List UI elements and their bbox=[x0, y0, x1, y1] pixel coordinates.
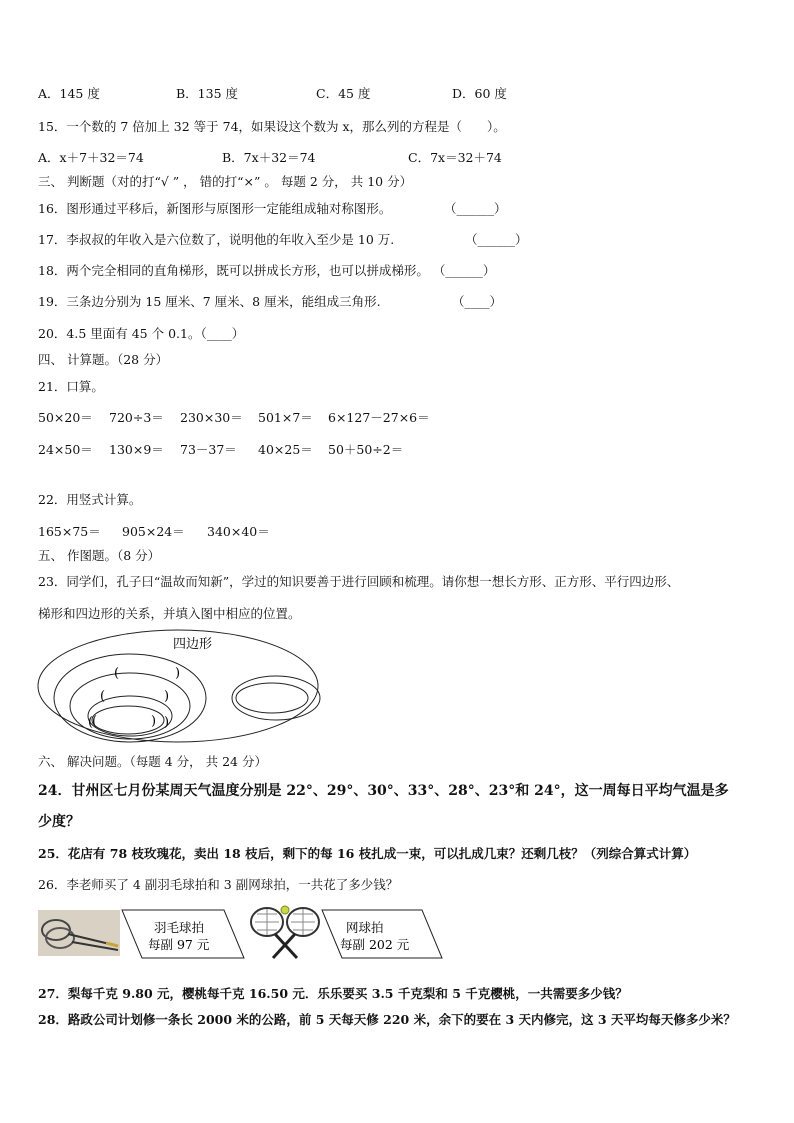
q14-option-d: D．60 度 bbox=[452, 86, 507, 101]
judge-answer-16[interactable]: （______） bbox=[444, 201, 507, 216]
q24-line-1: 24．甘州区七月份某周天气温度分别是 22°、29°、30°、33°、28°、23°和 24°，这一周每日平均气温是多 bbox=[38, 783, 729, 799]
parallelogram-ellipse bbox=[54, 654, 206, 742]
oral-1-2: 720÷3＝ bbox=[109, 410, 164, 425]
judge-answer-18[interactable]: （______） bbox=[432, 263, 496, 278]
judge-item-17 bbox=[38, 230, 394, 248]
judge-text: 20．4.5 里面有 45 个 0.1。 bbox=[38, 326, 201, 341]
tennis-price: 每副 202 元 bbox=[340, 937, 410, 952]
section-6-heading: 六、 解决问题。（每题 4 分， 共 24 分） bbox=[38, 754, 267, 769]
judge-text: 18．两个完全相同的直角梯形，既可以拼成长方形，也可以拼成梯形。 bbox=[38, 263, 429, 278]
quadrilateral-diagram bbox=[36, 628, 328, 746]
vertical-2: 905×24＝ bbox=[122, 524, 185, 539]
q22-title: 22．用竖式计算。 bbox=[38, 492, 142, 507]
oral-2-3: 73－37＝ bbox=[180, 442, 237, 457]
q15-option-a: A．x＋7＋32＝74 bbox=[38, 150, 144, 165]
paren-open-4: ( bbox=[88, 715, 94, 730]
judge-answer-19[interactable]: （____） bbox=[452, 294, 503, 309]
paren-open-3: ( bbox=[92, 714, 98, 729]
q15-option-b: B．7x＋32＝74 bbox=[222, 150, 316, 165]
paren-close-3: ) bbox=[151, 714, 157, 729]
judge-item-20 bbox=[38, 324, 244, 342]
q28: 28．路政公司计划修一条长 2000 米的公路，前 5 天每天修 220 米，余下的要在 3 天内修完，这 3 天平均每天修多少米？ bbox=[38, 1012, 736, 1027]
judge-answer-17[interactable]: （______） bbox=[465, 232, 528, 247]
section-4-heading: 四、 计算题。（28 分） bbox=[38, 352, 169, 367]
vertical-3: 340×40＝ bbox=[207, 524, 270, 539]
q14-option-b: B．135 度 bbox=[176, 86, 239, 101]
oral-1-1: 50×20＝ bbox=[38, 410, 93, 425]
q15-stem: 15．一个数的 7 倍加上 32 等于 74，如果设这个数为 x，那么列的方程是（ ）。 bbox=[38, 119, 506, 134]
oral-1-4: 501×7＝ bbox=[258, 410, 313, 425]
vertical-1: 165×75＝ bbox=[38, 524, 101, 539]
oral-2-5: 50＋50÷2＝ bbox=[328, 442, 404, 457]
tennis-racket-image bbox=[245, 904, 325, 960]
q14-option-a: A．145 度 bbox=[38, 86, 100, 101]
judge-text: 16．图形通过平移后，新图形与原图形一定能组成轴对称图形。 bbox=[38, 201, 392, 216]
judge-text: 19．三条边分别为 15 厘米、7 厘米、8 厘米，能组成三角形. bbox=[38, 294, 381, 309]
oral-1-3: 230×30＝ bbox=[180, 410, 243, 425]
q15-option-c: C．7x＝32＋74 bbox=[408, 150, 502, 165]
paren-open-1: ( bbox=[114, 666, 120, 681]
judge-answer-20[interactable]: （____） bbox=[200, 326, 245, 341]
q27: 27．梨每千克 9.80 元，樱桃每千克 16.50 元．乐乐要买 3.5 千克梨和 5 千克樱桃，一共需要多少钱？ bbox=[38, 986, 628, 1001]
judge-item-19 bbox=[38, 292, 381, 310]
badminton-price: 每副 97 元 bbox=[148, 937, 210, 952]
oral-1-5: 6×127－27×6＝ bbox=[328, 410, 430, 425]
q23-line-1: 23．同学们，孔子曰“温故而知新”，学过的知识要善于进行回顾和梳理。请你想一想长方形、正方形、平行四边形、 bbox=[38, 574, 680, 589]
diagram-label-quadrilateral: 四边形 bbox=[173, 637, 213, 652]
badminton-racket-image bbox=[38, 910, 120, 956]
oral-2-2: 130×9＝ bbox=[109, 442, 164, 457]
trapezoid-inner-ellipse bbox=[236, 683, 308, 713]
judge-item-18 bbox=[38, 261, 495, 279]
q24-line-2: 少度？ bbox=[38, 814, 80, 830]
q21-title: 21．口算。 bbox=[38, 379, 104, 394]
paren-close-1: ) bbox=[175, 666, 181, 681]
oral-2-4: 40×25＝ bbox=[258, 442, 313, 457]
paren-open-2: ( bbox=[100, 689, 106, 704]
tennis-name: 网球拍 bbox=[346, 920, 384, 935]
q23-line-2: 梯形和四边形的关系，并填入图中相应的位置。 bbox=[38, 606, 301, 621]
badminton-name: 羽毛球拍 bbox=[154, 920, 205, 935]
section-5-heading: 五、 作图题。（8 分） bbox=[38, 548, 161, 563]
q26: 26．李老师买了 4 副羽毛球拍和 3 副网球拍，一共花了多少钱？ bbox=[38, 877, 399, 892]
section-3-heading: 三、 判断题（对的打“√ ” ， 错的打“×” 。 每题 2 分， 共 10 分） bbox=[38, 174, 413, 189]
paren-close-4: ) bbox=[164, 715, 170, 730]
badminton-price-tag bbox=[118, 908, 248, 960]
q25: 25．花店有 78 枝玫瑰花，卖出 18 枝后，剩下的每 16 枝扎成一束，可以扎成几束？还剩几枝？（列综合算式计算） bbox=[38, 846, 697, 861]
tennis-price-tag bbox=[318, 908, 446, 960]
judge-item-16 bbox=[38, 199, 391, 217]
judge-text: 17．李叔叔的年收入是六位数了，说明他的年收入至少是 10 万. bbox=[38, 232, 395, 247]
q14-option-c: C．45 度 bbox=[316, 86, 371, 101]
oral-2-1: 24×50＝ bbox=[38, 442, 93, 457]
paren-close-2: ) bbox=[164, 689, 170, 704]
